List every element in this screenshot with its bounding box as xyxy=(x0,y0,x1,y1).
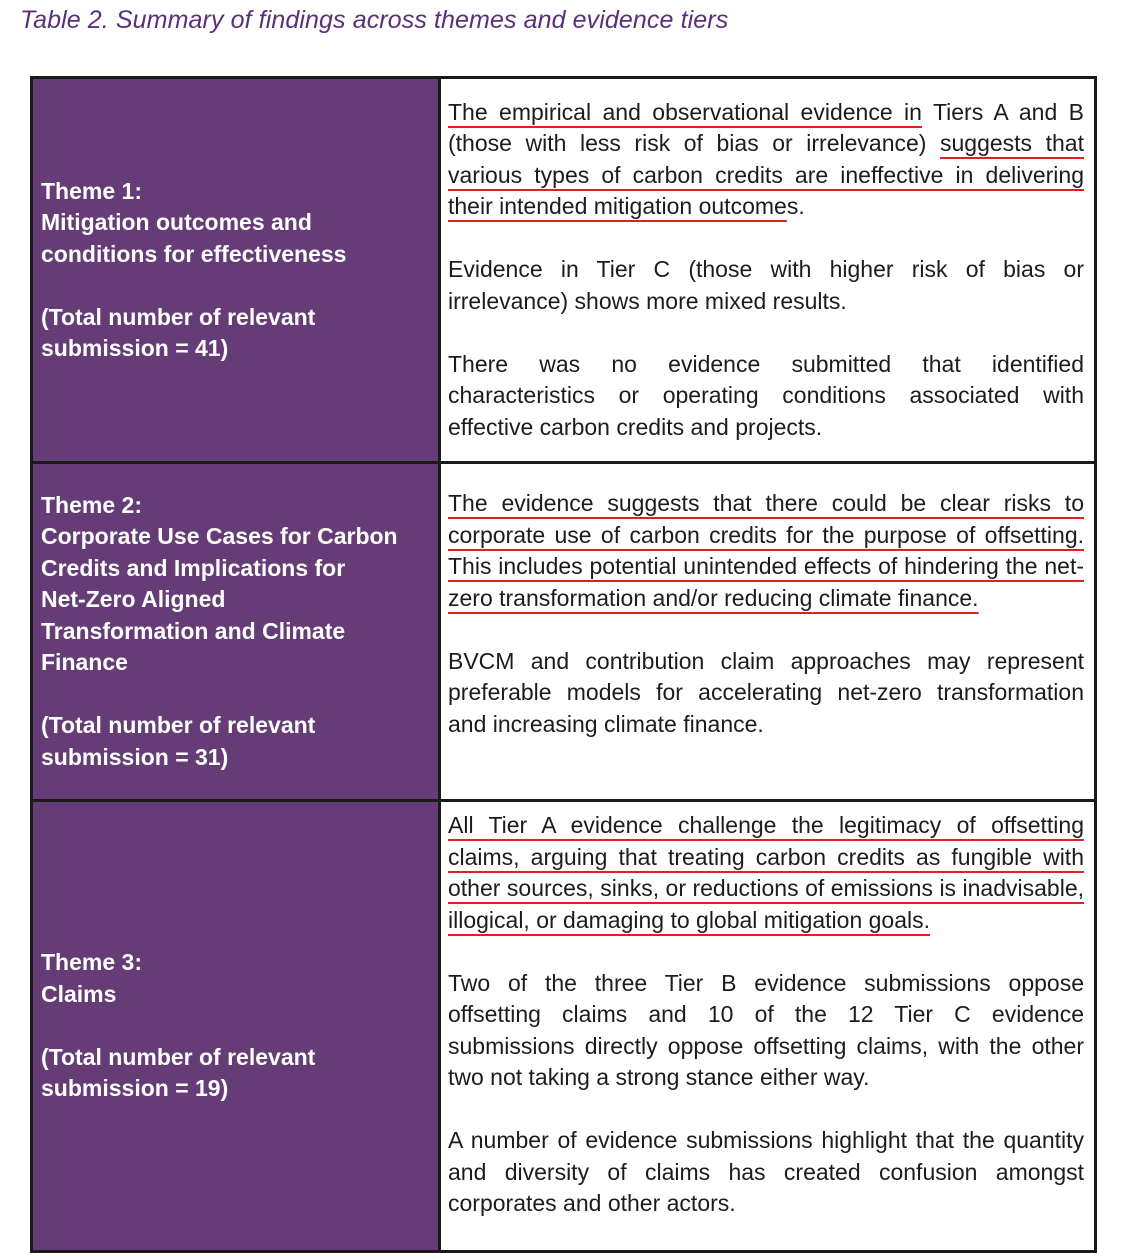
finding-paragraph xyxy=(448,488,1084,614)
theme-title-line: Corporate Use Cases for Carbon xyxy=(41,523,398,550)
table-row xyxy=(32,463,1096,801)
theme-title-line: Finance xyxy=(41,649,128,676)
theme-total-line: submission = 41) xyxy=(41,335,229,361)
finding-paragraph: Two of the three Tier B evidence submissions oppose offsetting claims and 10 of the 12 Tier C evidence submissions directly oppose offsetting claims, with the other two not taking a strong stance either way. xyxy=(448,969,1084,1090)
theme-cell xyxy=(32,801,440,1252)
theme-label: Theme 1: xyxy=(41,177,142,204)
finding-text: Tiers A and B (those with less risk of bias or irrelevance) xyxy=(448,98,1084,157)
theme-total-line: submission = 19) xyxy=(41,1075,229,1102)
theme-cell xyxy=(32,78,440,463)
highlighted-finding: The empirical and observational evidence in xyxy=(448,98,922,125)
theme-total-line: (Total number of relevant xyxy=(41,712,316,739)
theme-title-line: conditions for effectiveness xyxy=(41,240,347,267)
finding-paragraph: BVCM and contribution claim approaches may represent preferable models for accelerating net-zero transformation and increasing climate finance. xyxy=(448,647,1084,737)
theme-total-line: (Total number of relevant xyxy=(41,1043,316,1070)
theme-title-line: Mitigation outcomes and xyxy=(41,209,312,235)
theme-total-line: submission = 31) xyxy=(41,743,229,770)
highlighted-finding: All Tier A evidence challenge the legitimacy of offsetting claims, arguing that treating carbon credits as fungible with other sources, sinks, or reductions of emissions is inadvisable, illogical, or damaging to global mitigation goals. xyxy=(448,812,1084,933)
theme-title-line: Claims xyxy=(41,980,117,1007)
finding-text: s. xyxy=(786,193,805,220)
table-row xyxy=(32,78,1096,463)
theme-cell xyxy=(32,463,440,801)
findings-cell xyxy=(440,801,1096,1252)
finding-paragraph xyxy=(448,97,1084,223)
finding-paragraph: A number of evidence submissions highlight that the quantity and diversity of claims has created confusion amongst corporates and other actors. xyxy=(448,1127,1084,1216)
highlighted-finding: The evidence suggests that there could be clear risks to corporate use of carbon credits for the purpose of offsetting. This includes potential unintended effects of hindering the net-zero transformation and/or reducing climate finance. xyxy=(448,490,1084,611)
findings-cell xyxy=(440,78,1096,463)
finding-paragraph xyxy=(448,810,1084,936)
finding-paragraph: There was no evidence submitted that identified characteristics or operating conditions associated with effective carbon credits and projects. xyxy=(448,350,1084,440)
findings-summary-table xyxy=(30,76,1097,1253)
finding-paragraph: Evidence in Tier C (those with higher risk of bias or irrelevance) shows more mixed results. xyxy=(448,256,1084,314)
theme-title-line: Credits and Implications for xyxy=(41,554,346,581)
theme-label: Theme 3: xyxy=(41,949,142,976)
highlighted-finding: suggests that various types of carbon credits are ineffective in delivering their intended mitigation outcome xyxy=(448,130,1084,220)
theme-total-line: (Total number of relevant xyxy=(41,303,316,330)
findings-cell xyxy=(440,463,1096,801)
theme-title-line: Transformation and Climate xyxy=(41,617,346,644)
theme-title-line: Net-Zero Aligned xyxy=(41,586,226,613)
table-row xyxy=(32,801,1096,1252)
theme-label: Theme 2: xyxy=(41,491,142,518)
table-caption: Table 2. Summary of findings across themes and evidence tiers xyxy=(20,6,729,34)
